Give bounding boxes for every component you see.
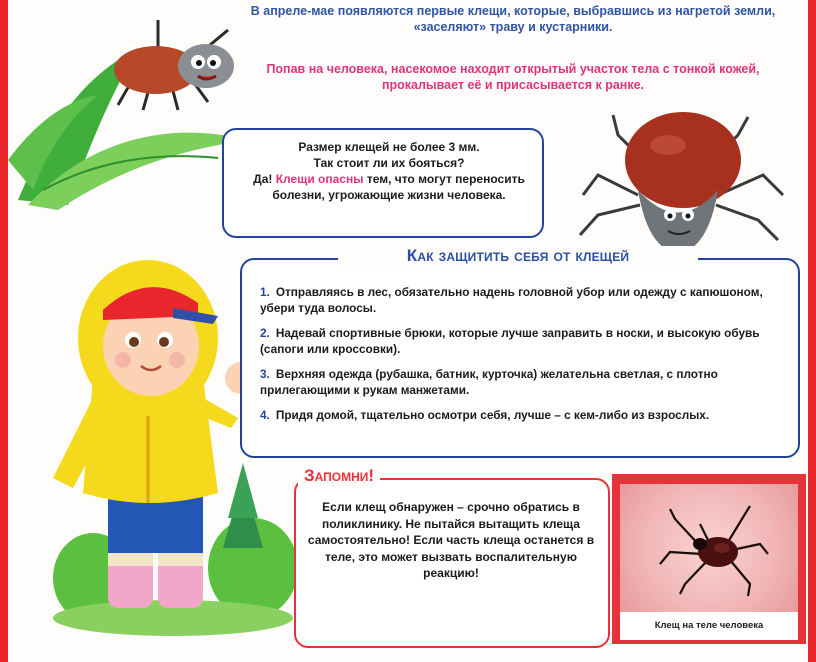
- intro-text-pink: Попав на человека, насекомое находит открытый участок тела с тонкой кожей, прокалывает её и присасывается к ранке.: [266, 62, 760, 92]
- rule-number: 2.: [260, 326, 270, 340]
- rule-item-2: [260, 325, 780, 357]
- rule-number: 1.: [260, 285, 270, 299]
- size-danger-paragraph: [244, 171, 534, 203]
- intro-text-blue: В апреле-мае появляются первые клещи, которые, выбравшись из нагретой земли, «заселяют» траву и кустарники.: [250, 4, 776, 34]
- rule-text: Придя домой, тщательно осмотри себя, лучше – с кем-либо из взрослых.: [275, 408, 710, 422]
- size-danger-highlight: Клещи опасны: [275, 172, 364, 186]
- tick-closeup-illustration: [578, 105, 788, 260]
- rule-item-4: [260, 407, 780, 423]
- rule-text: Отправляясь в лес, обязательно надень головной убор или одежду с капюшоном, убери туда волосы.: [260, 285, 763, 315]
- size-line-2: Так стоит ли их бояться?: [313, 156, 465, 170]
- rule-item-1: [260, 284, 780, 316]
- tick-on-skin-photo: [620, 484, 798, 612]
- tick-on-skin-icon: [620, 484, 798, 612]
- tick-on-grass-illustration: [98, 10, 258, 120]
- protection-rules-title: Как защитить себя от клещей: [338, 246, 698, 266]
- remember-text: Если клещ обнаружен – срочно обратись в поликлинику. Не пытайся вытащить клеща самостоятельно! Если часть клеща останется в теле, это может вызвать воспалительную реакцию!: [307, 500, 595, 580]
- rule-item-3: [260, 366, 780, 398]
- rule-text: Надевай спортивные брюки, которые лучше заправить в носки, и высокую обувь (сапоги или кроссовки).: [260, 326, 760, 356]
- tick-size-text: [244, 139, 534, 203]
- size-da: Да!: [253, 172, 273, 186]
- size-danger-rest: тем, что могут переносить болезни, угрожающие жизни человека.: [272, 172, 525, 202]
- poster: [8, 0, 808, 662]
- rule-number: 3.: [260, 367, 270, 381]
- rule-text: Верхняя одежда (рубашка, батник, курточка) желательна светлая, с плотно прилегающими к рукам манжетами.: [260, 367, 718, 397]
- remember-title: Запомни!: [298, 466, 380, 486]
- rule-number: 4.: [260, 408, 270, 422]
- size-line-1: Размер клещей не более 3 мм.: [298, 140, 480, 154]
- photo-caption: Клещ на теле человека: [620, 612, 798, 640]
